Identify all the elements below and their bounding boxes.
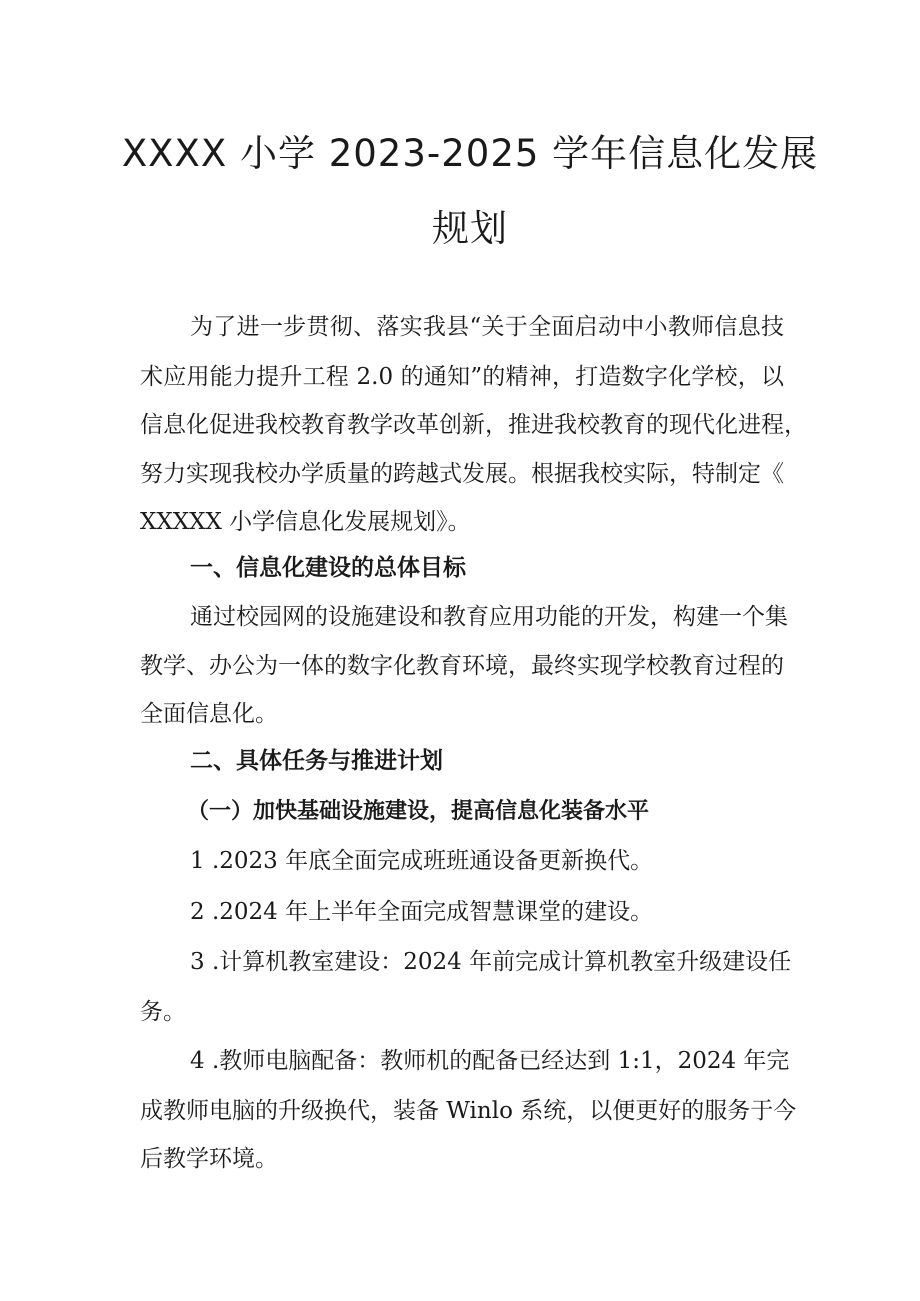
- section-1-heading: 一、信息化建设的总体目标: [190, 555, 466, 581]
- subsection-1-heading: （一）加快基础设施建设，提高信息化装备水平: [187, 798, 650, 824]
- item-3-line-1: 3 .计算机教室建设：2024 年前完成计算机教室升级建设任: [190, 949, 792, 975]
- item-3-line-2: 务。: [140, 999, 186, 1025]
- item-1: 1 .2023 年底全面完成班班通设备更新换代。: [190, 848, 654, 874]
- section-1-line-3: 全面信息化。: [140, 701, 278, 727]
- item-4-line-1: 4 .教师电脑配备：教师机的配备已经达到 1:1，2024 年完: [190, 1048, 790, 1074]
- intro-line-5: XXXXX 小学信息化发展规划》。: [140, 509, 471, 535]
- section-1-line-2: 教学、办公为一体的数字化教育环境，最终实现学校教育过程的: [140, 653, 784, 679]
- document-title-line-1: XXXX 小学 2023-2025 学年信息化发展: [121, 132, 819, 175]
- intro-line-1: 为了进一步贯彻、落实我县“关于全面启动中小教师信息技: [190, 314, 784, 340]
- item-2: 2 .2024 年上半年全面完成智慧课堂的建设。: [190, 899, 654, 925]
- intro-line-4: 努力实现我校办学质量的跨越式发展。根据我校实际，特制定《: [140, 461, 784, 487]
- document-title-line-2: 规划: [432, 207, 508, 250]
- item-4-line-2: 成教师电脑的升级换代，装备 Winlo 系统，以便更好的服务于今: [140, 1098, 797, 1124]
- section-2-heading: 二、具体任务与推进计划: [190, 748, 443, 774]
- intro-line-2: 术应用能力提升工程 2.0 的通知”的精神，打造数字化学校，以: [140, 364, 784, 390]
- intro-line-3: 信息化促进我校教育教学改革创新，推进我校教育的现代化进程，: [140, 412, 807, 438]
- item-4-line-3: 后教学环境。: [140, 1146, 278, 1172]
- section-1-line-1: 通过校园网的设施建设和教育应用功能的开发，构建一个集: [190, 604, 788, 630]
